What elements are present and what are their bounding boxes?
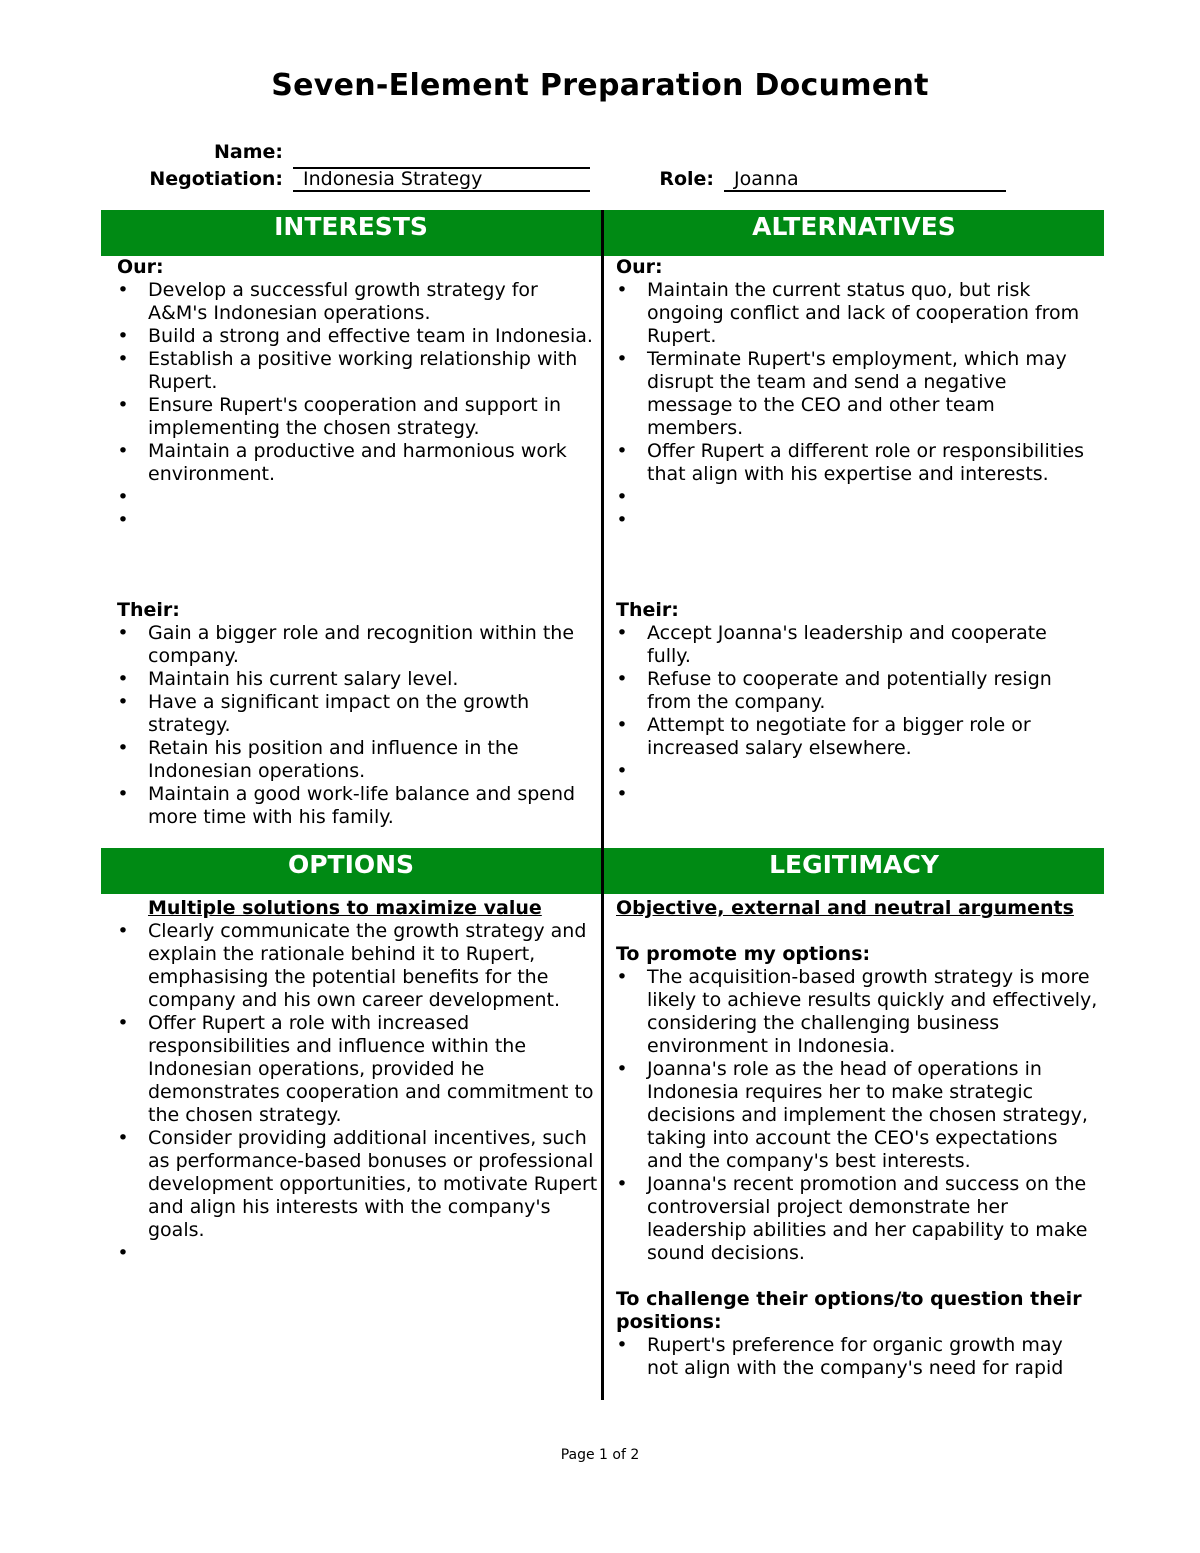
list-item: • Joanna's role as the head of operations in Indonesia requires her to make strategic decisions and implement the chosen strategy, taking into account the CEO's expectations and the company's best interests. — [616, 1058, 1098, 1173]
list-item — [117, 486, 599, 509]
list-item — [616, 509, 1096, 532]
list-item: • Consider providing additional incentives, such as performance-based bonuses or professional development opportunities, to motivate Rupert and align his interests with the company's goals. — [117, 1127, 599, 1242]
interests-their-list — [117, 622, 599, 829]
options-section — [117, 897, 599, 1265]
legitimacy-section — [616, 897, 1098, 1380]
list-item — [616, 760, 1096, 783]
interests-our-list — [117, 279, 599, 532]
alternatives-their-list — [616, 622, 1096, 806]
list-item — [117, 1242, 599, 1265]
list-item: • Joanna's recent promotion and success on the controversial project demonstrate her leadership abilities and her capability to make sound decisions. — [616, 1173, 1098, 1265]
options-list — [117, 920, 599, 1265]
list-item: • The acquisition-based growth strategy is more likely to achieve results quickly and effectively, considering the challenging business environment in Indonesia. — [616, 966, 1098, 1058]
list-item: • Build a strong and effective team in Indonesia. — [117, 325, 599, 348]
list-item: • Rupert's preference for organic growth may not align with the company's need for rapid — [616, 1334, 1098, 1380]
name-field[interactable] — [293, 145, 590, 169]
interests-their-section — [117, 599, 599, 829]
interests-our-section — [117, 256, 599, 532]
list-item: • Clearly communicate the growth strategy and explain the rationale behind it to Rupert, emphasising the potential benefits for the company and his own career development. — [117, 920, 599, 1012]
list-item: • Refuse to cooperate and potentially resign from the company. — [616, 668, 1096, 714]
list-item: • Gain a bigger role and recognition within the company. — [117, 622, 599, 668]
options-subheading: Multiple solutions to maximize value — [148, 897, 542, 919]
legitimacy-subheading: Objective, external and neutral arguments — [616, 897, 1074, 919]
promote-list — [616, 966, 1098, 1265]
alternatives-their-section — [616, 599, 1096, 806]
list-item: • Maintain his current salary level. — [117, 668, 599, 691]
role-label: Role: — [659, 168, 714, 190]
list-item: • Offer Rupert a role with increased responsibilities and influence within the Indonesian operations, provided he demonstrates cooperation and commitment to the chosen strategy. — [117, 1012, 599, 1127]
list-item: • Terminate Rupert's employment, which may disrupt the team and send a negative message to the CEO and other team members. — [616, 348, 1096, 440]
list-item: • Offer Rupert a different role or responsibilities that align with his expertise and interests. — [616, 440, 1096, 486]
name-label: Name: — [213, 141, 283, 163]
column-divider-bottom — [601, 848, 604, 1400]
challenge-label: To challenge their options/to question their positions: — [616, 1288, 1082, 1333]
list-item: • Have a significant impact on the growth strategy. — [117, 691, 599, 737]
legitimacy-heading: LEGITIMACY — [604, 848, 1104, 894]
list-item: • Establish a positive working relationship with Rupert. — [117, 348, 599, 394]
negotiation-label: Negotiation: — [149, 168, 283, 190]
list-item: • Attempt to negotiate for a bigger role or increased salary elsewhere. — [616, 714, 1096, 760]
list-item: • Maintain the current status quo, but risk ongoing conflict and lack of cooperation from Rupert. — [616, 279, 1096, 348]
options-heading: OPTIONS — [101, 848, 601, 894]
list-item: • Accept Joanna's leadership and cooperate fully. — [616, 622, 1096, 668]
list-item: • Retain his position and influence in the Indonesian operations. — [117, 737, 599, 783]
list-item — [616, 783, 1096, 806]
role-field[interactable]: Joanna — [724, 168, 1006, 192]
document-title: Seven-Element Preparation Document — [271, 68, 929, 103]
interests-heading: INTERESTS — [101, 210, 601, 256]
alternatives-heading: ALTERNATIVES — [604, 210, 1104, 256]
alternatives-our-label: Our: — [616, 256, 663, 278]
alternatives-our-list — [616, 279, 1096, 532]
list-item — [117, 509, 599, 532]
promote-label: To promote my options: — [616, 943, 871, 965]
interests-their-label: Their: — [117, 599, 180, 621]
alternatives-their-label: Their: — [616, 599, 679, 621]
list-item — [616, 486, 1096, 509]
list-item: • Maintain a productive and harmonious work environment. — [117, 440, 599, 486]
alternatives-our-section — [616, 256, 1096, 532]
challenge-list — [616, 1334, 1098, 1380]
negotiation-field[interactable]: Indonesia Strategy — [293, 168, 590, 192]
list-item: • Develop a successful growth strategy for A&M's Indonesian operations. — [117, 279, 599, 325]
page-number: Page 1 of 2 — [560, 1447, 640, 1463]
interests-our-label: Our: — [117, 256, 164, 278]
list-item: • Ensure Rupert's cooperation and support in implementing the chosen strategy. — [117, 394, 599, 440]
list-item: • Maintain a good work-life balance and spend more time with his family. — [117, 783, 599, 829]
column-divider-top — [601, 210, 604, 848]
